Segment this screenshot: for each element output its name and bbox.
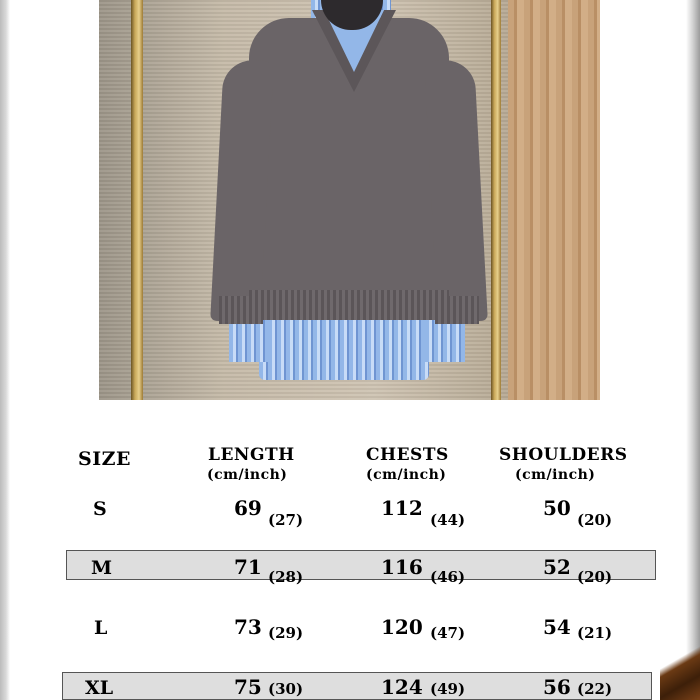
- length-inch: (30): [268, 680, 304, 698]
- shoulder-inch: (20): [577, 511, 613, 529]
- shoulder-inch: (20): [577, 568, 613, 586]
- length-cm: 69: [234, 496, 262, 520]
- shoulder-inch: (22): [577, 680, 613, 698]
- header-shoulders-unit: (cm/inch): [515, 467, 596, 483]
- header-chests: CHESTS: [366, 445, 449, 465]
- sweater-cuff-right: [435, 296, 479, 324]
- length-inch: (28): [268, 568, 304, 586]
- row-size: M: [91, 557, 113, 579]
- shoulder-inch: (21): [577, 624, 613, 642]
- chest-inch: (46): [430, 568, 466, 586]
- chest-cm: 124: [381, 675, 423, 699]
- gold-frame-left: [131, 0, 143, 400]
- sweater-cuff-left: [219, 296, 263, 324]
- shoulder-cm: 52: [543, 555, 571, 579]
- chest-inch: (44): [430, 511, 466, 529]
- length-cm: 75: [234, 675, 262, 699]
- chest-cm: 116: [381, 555, 423, 579]
- header-shoulders: SHOULDERS: [499, 445, 628, 465]
- right-edge-shadow: [686, 0, 700, 700]
- leather-corner-decoration: [660, 640, 700, 700]
- gold-frame-right: [491, 0, 501, 400]
- chest-inch: (47): [430, 624, 466, 642]
- length-inch: (29): [268, 624, 304, 642]
- length-cm: 73: [234, 615, 262, 639]
- shirt-cuff-right: [425, 318, 465, 362]
- shoulder-cm: 50: [543, 496, 571, 520]
- header-chests-unit: (cm/inch): [366, 467, 447, 483]
- length-inch: (27): [268, 511, 304, 529]
- chest-cm: 120: [381, 615, 423, 639]
- chest-inch: (49): [430, 680, 466, 698]
- chest-cm: 112: [381, 496, 423, 520]
- header-length: LENGTH: [208, 445, 295, 465]
- header-size: SIZE: [78, 448, 131, 470]
- product-photo: [99, 0, 600, 400]
- shirt-cuff-left: [229, 318, 269, 362]
- row-size: XL: [85, 677, 114, 699]
- left-edge-shadow: [0, 0, 10, 700]
- header-length-unit: (cm/inch): [207, 467, 288, 483]
- row-size: L: [94, 617, 108, 639]
- sweater-waist-rib: [249, 290, 449, 320]
- shoulder-cm: 56: [543, 675, 571, 699]
- row-size: S: [93, 498, 107, 520]
- wood-panel: [508, 0, 600, 400]
- shoulder-cm: 54: [543, 615, 571, 639]
- length-cm: 71: [234, 555, 262, 579]
